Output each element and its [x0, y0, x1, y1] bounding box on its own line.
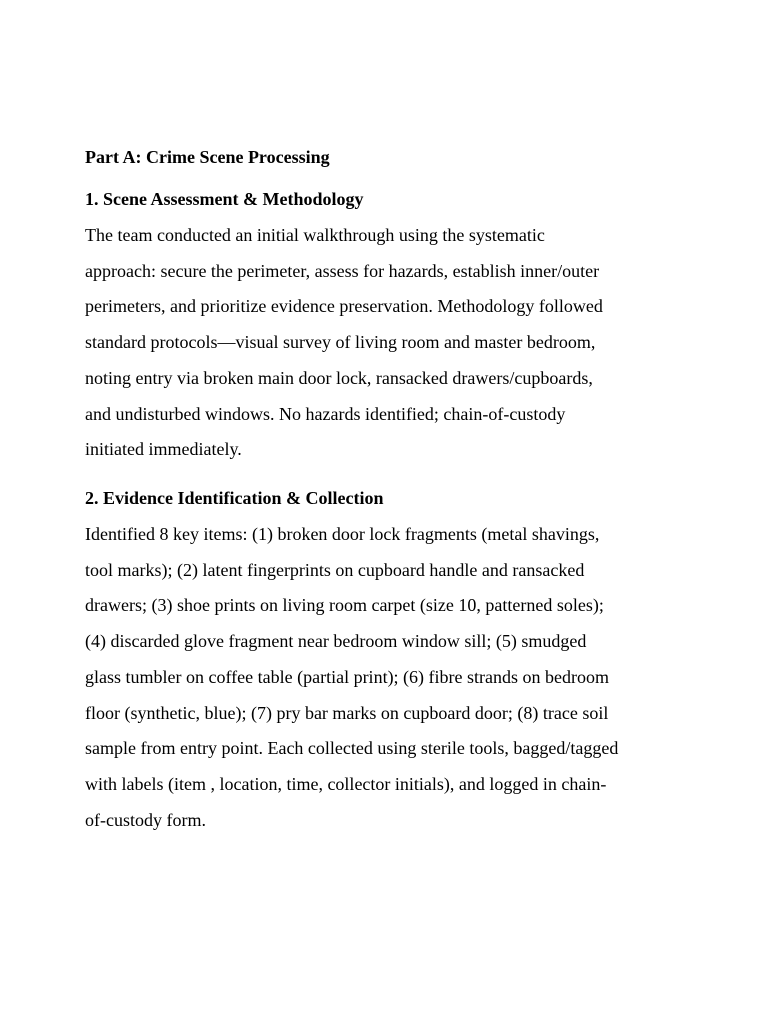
paragraph-line: glass tumbler on coffee table (partial print); (6) fibre strands on bedroom: [85, 666, 610, 687]
paragraph-line: of-custody form.: [85, 809, 206, 830]
paragraph-line: tool marks); (2) latent fingerprints on cupboard handle and ransacked: [85, 559, 585, 580]
paragraph-line: perimeters, and prioritize evidence preservation. Methodology followed: [85, 296, 603, 317]
section-body-scene-assessment: [85, 218, 603, 468]
paragraph-line: noting entry via broken main door lock, ransacked drawers/cupboards,: [85, 367, 593, 388]
paragraph-line: sample from entry point. Each collected using sterile tools, bagged/tagged: [85, 738, 619, 759]
paragraph-line: floor (synthetic, blue); (7) pry bar marks on cupboard door; (8) trace soil: [85, 702, 609, 723]
section-body-evidence-identification: [85, 517, 618, 838]
section-heading-scene-assessment: 1. Scene Assessment & Methodology: [85, 189, 364, 209]
paragraph-line: (4) discarded glove fragment near bedroom window sill; (5) smudged: [85, 631, 587, 652]
paragraph-line: approach: secure the perimeter, assess for hazards, establish inner/outer: [85, 260, 600, 281]
paragraph-line: and undisturbed windows. No hazards identified; chain-of-custody: [85, 403, 566, 424]
paragraph-line: The team conducted an initial walkthrough using the systematic: [85, 225, 545, 245]
paragraph-line: standard protocols—visual survey of living room and master bedroom,: [85, 332, 596, 353]
part-title: Part A: Crime Scene Processing: [85, 147, 330, 167]
section-heading-evidence-identification: 2. Evidence Identification & Collection: [85, 488, 384, 508]
paragraph-line: with labels (item , location, time, collector initials), and logged in chain-: [85, 773, 607, 794]
paragraph-line: initiated immediately.: [85, 439, 242, 460]
paragraph-line: drawers; (3) shoe prints on living room carpet (size 10, patterned soles);: [85, 595, 604, 616]
paragraph-line: Identified 8 key items: (1) broken door lock fragments (metal shavings,: [85, 524, 600, 544]
